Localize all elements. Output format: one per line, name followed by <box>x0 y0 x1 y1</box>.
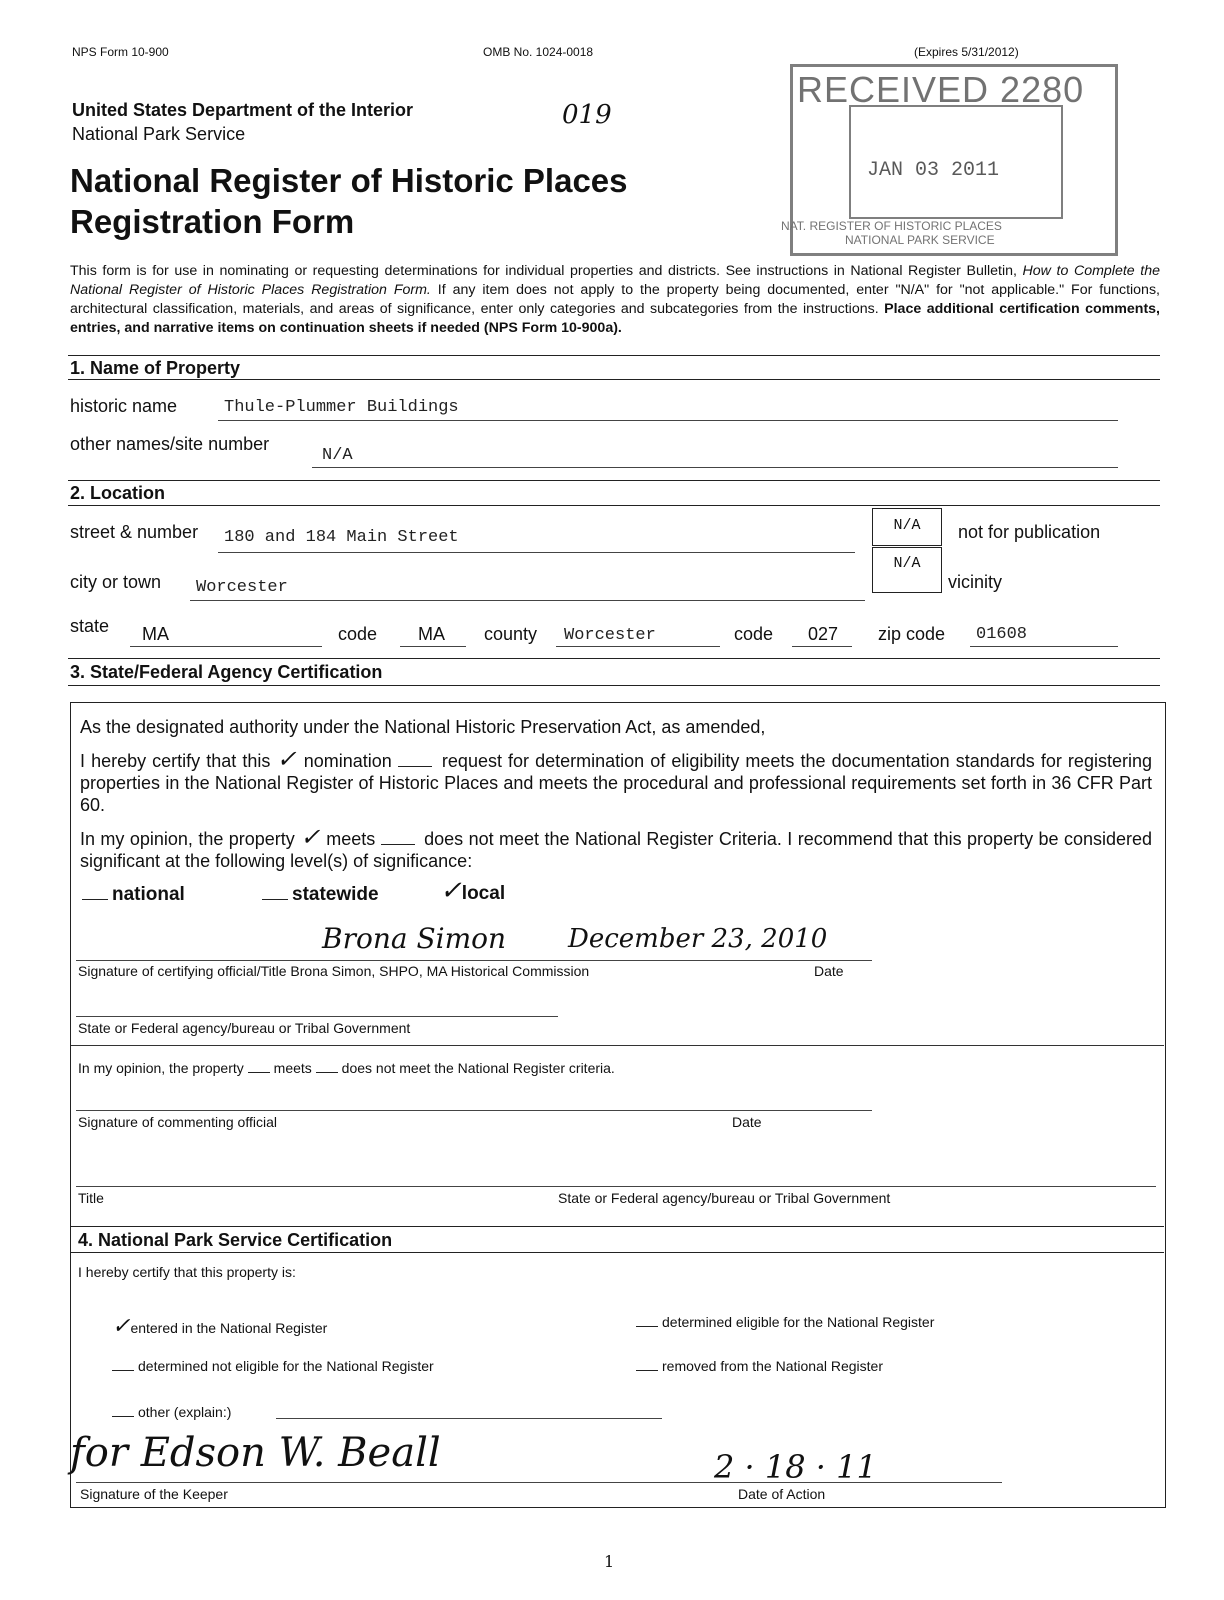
stamp-line2: NATIONAL PARK SERVICE <box>845 233 995 247</box>
handwritten-number: 019 <box>562 100 612 130</box>
section3-heading: 3. State/Federal Agency Certification <box>70 662 383 682</box>
action-date-label: Date of Action <box>738 1486 826 1502</box>
title-label: Title <box>78 1190 104 1206</box>
instructions: This form is for use in nominating or requesting determinations for individual properties and districts. See instructions in National Register Bulletin, How to Complete the National Register of Historic Places Registration Form. If any item does not apply to the property being documented, enter "N/A" for "not applicable." For functions, architectural classification, materials, and areas of significance, enter only categories and subcategories from the instructions. Place additional certification comments, entries, and narrative items on continuation sheets if needed (NPS Form 10-900a). <box>70 263 1161 336</box>
certifying-signature-label: Signature of certifying official/Title Brona Simon, SHPO, MA Historical Commission <box>78 963 590 979</box>
other-names-field[interactable]: N/A <box>322 446 353 465</box>
omb-number: OMB No. 1024-0018 <box>483 45 594 59</box>
certification-box <box>70 702 1166 1508</box>
state-label: state <box>70 616 110 636</box>
service: National Park Service <box>72 124 246 144</box>
option-removed[interactable]: removed from the National Register <box>636 1358 883 1374</box>
section4-heading: 4. National Park Service Certification <box>78 1230 393 1250</box>
option-not-eligible[interactable]: determined not eligible for the National Register <box>112 1358 434 1374</box>
level-local[interactable]: ✓local <box>440 876 506 906</box>
level-national[interactable]: national <box>82 884 185 906</box>
received-stamp <box>781 64 1118 256</box>
historic-name-field[interactable]: Thule-Plummer Buildings <box>224 398 459 417</box>
vicinity-box[interactable]: N/A <box>872 547 942 593</box>
commenting-official-label: Signature of commenting official <box>78 1114 277 1130</box>
certifying-date: December 23, 2010 <box>568 924 828 954</box>
nomination-check[interactable]: ✓ <box>276 745 298 773</box>
authority-text: As the designated authority under the National Historic Preservation Act, as amended, <box>80 717 766 737</box>
form-number: NPS Form 10-900 <box>72 45 169 59</box>
opinion2: In my opinion, the property meets does not meet the National Register criteria. <box>78 1060 615 1076</box>
expiration: (Expires 5/31/2012) <box>914 45 1019 59</box>
city-field[interactable]: Worcester <box>196 578 288 597</box>
title-line2: Registration Form <box>70 203 355 240</box>
street-field[interactable]: 180 and 184 Main Street <box>224 528 459 547</box>
other-names-label: other names/site number <box>70 434 270 454</box>
street-label: street & number <box>70 522 199 542</box>
stamp-line1: NAT. REGISTER OF HISTORIC PLACES <box>781 219 1002 233</box>
level-statewide[interactable]: statewide <box>262 884 379 906</box>
page-number: 1 <box>604 1552 615 1571</box>
zip-field[interactable]: 01608 <box>976 625 1028 644</box>
nps-certify-text: I hereby certify that this property is: <box>78 1264 296 1280</box>
stamp-received: RECEIVED 2280 <box>797 69 1085 110</box>
zip-label: zip code <box>878 624 946 644</box>
agency-label: State or Federal agency/bureau or Tribal Government <box>78 1020 411 1036</box>
option-eligible[interactable]: determined eligible for the National Register <box>636 1314 934 1330</box>
state-code-label: code <box>338 624 378 644</box>
option-other[interactable]: other (explain:) <box>112 1404 231 1420</box>
certifying-signature: Brona Simon <box>322 922 507 955</box>
meets-check[interactable]: ✓ <box>300 823 321 851</box>
stamp-date: JAN 03 2011 <box>867 159 1000 182</box>
city-label: city or town <box>70 572 162 592</box>
historic-name-label: historic name <box>70 396 178 416</box>
county-code-label: code <box>734 624 774 644</box>
title-line1: National Register of Historic Places <box>70 162 628 199</box>
not-for-publication-label: not for publication <box>958 522 1101 542</box>
not-for-publication-box[interactable]: N/A <box>872 508 942 546</box>
county-label: county <box>484 624 538 644</box>
certifying-date-label: Date <box>814 963 844 979</box>
state-code-field[interactable]: MA <box>418 624 445 644</box>
keeper-signature: for Edson W. Beall <box>70 1430 441 1476</box>
vicinity-label: vicinity <box>948 572 1003 592</box>
certify-paragraph: I hereby certify that this ✓ nomination request for determination of eligibility meets the documentation standards for registering properties in the National Register of Historic Places and meets the procedural and professional requirements set forth in 36 CFR Part 60. <box>80 745 1152 815</box>
section1-heading: 1. Name of Property <box>70 358 241 378</box>
county-code-field[interactable]: 027 <box>808 624 839 644</box>
department: United States Department of the Interior <box>72 100 414 120</box>
action-date: 2 · 18 · 11 <box>714 1448 877 1486</box>
option-entered[interactable]: ✓entered in the National Register <box>112 1314 328 1339</box>
section2-heading: 2. Location <box>70 483 166 503</box>
commenting-date-label: Date <box>732 1114 762 1130</box>
opinion-paragraph: In my opinion, the property ✓ meets does not meet the National Register Criteria. I recommend that this property be considered significant at the following level(s) of significance: <box>80 823 1152 871</box>
agency-label-2: State or Federal agency/bureau or Tribal Government <box>558 1190 891 1206</box>
county-field[interactable]: Worcester <box>564 626 656 645</box>
keeper-label: Signature of the Keeper <box>80 1486 228 1502</box>
state-field[interactable]: MA <box>142 624 169 644</box>
